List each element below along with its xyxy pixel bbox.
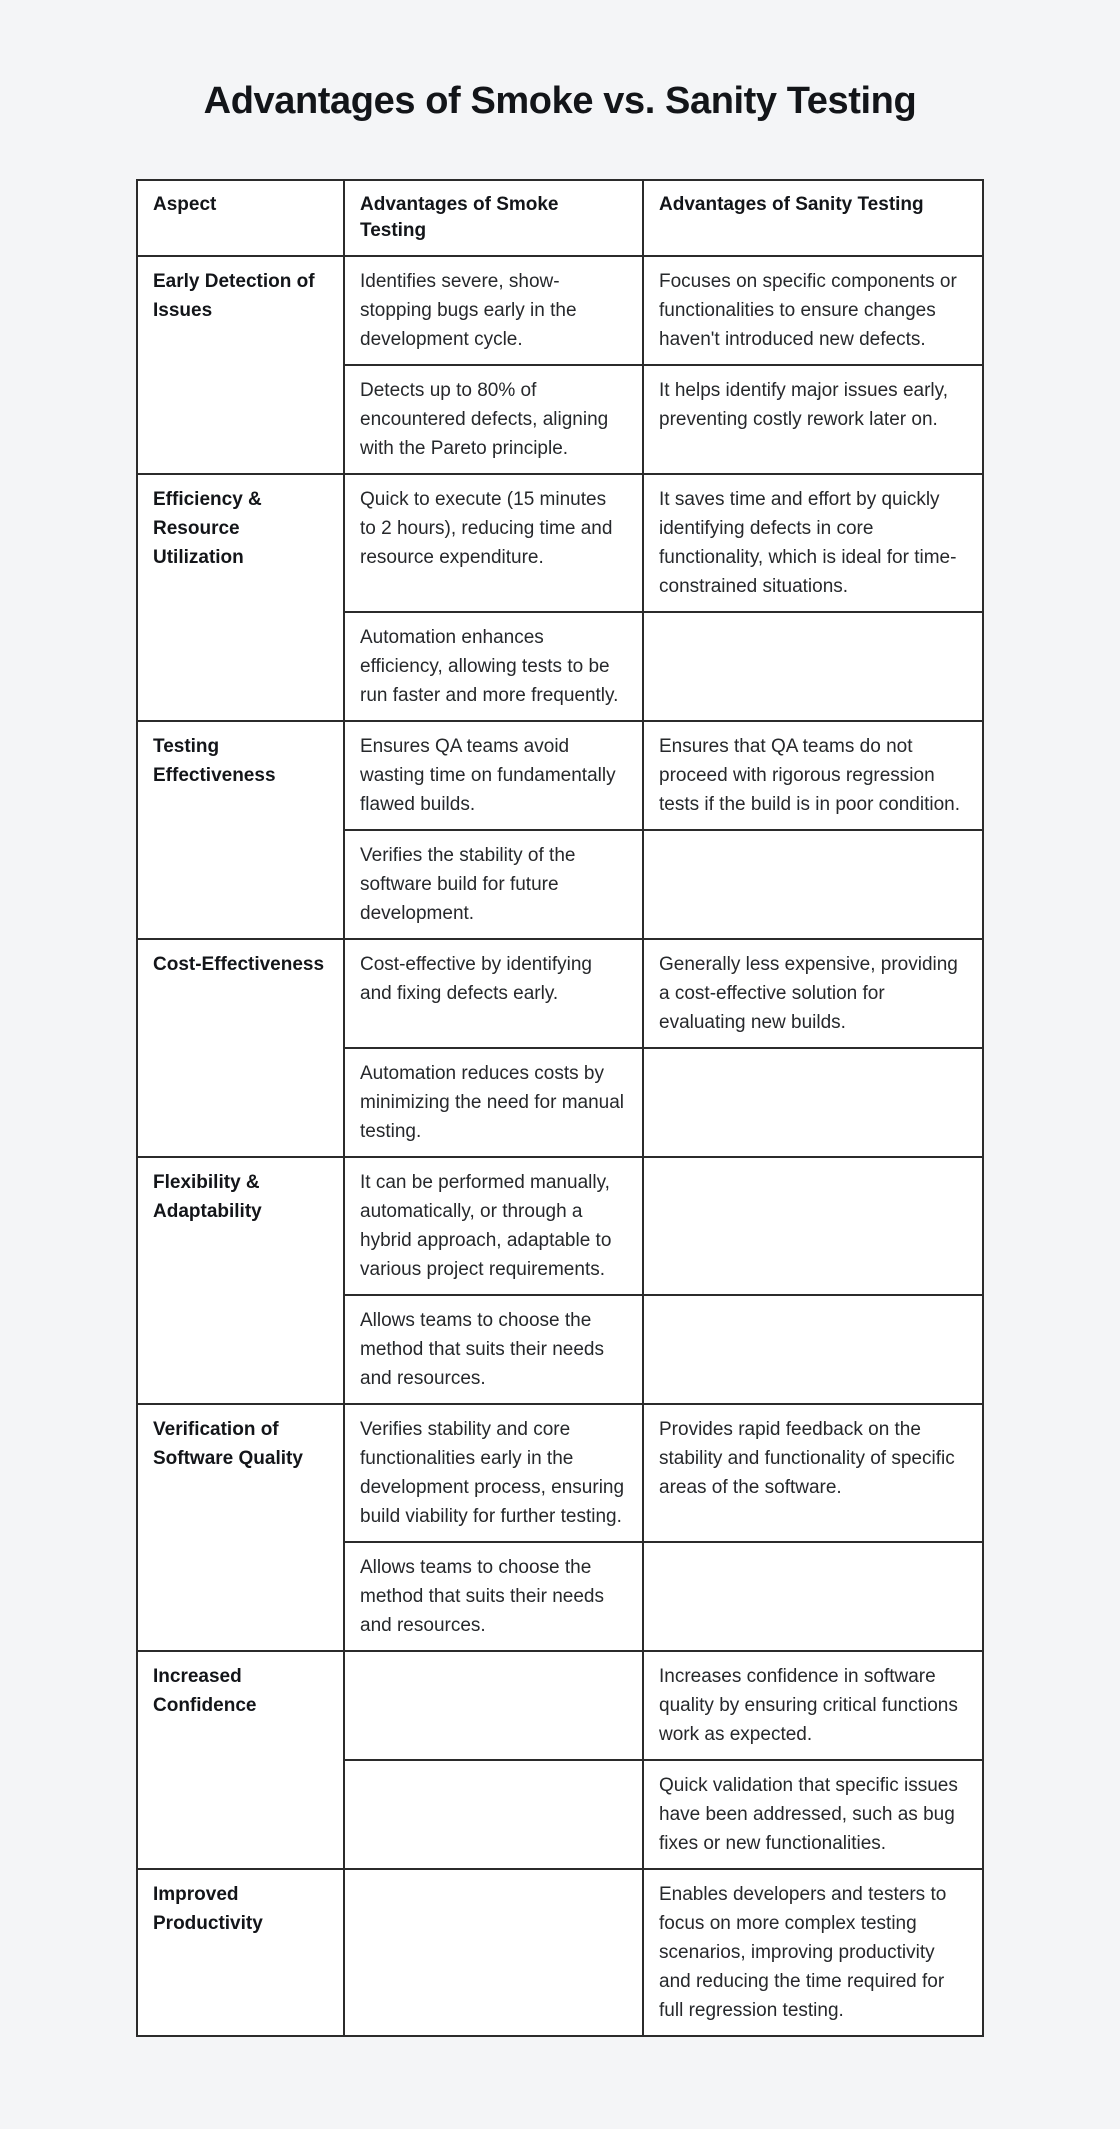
sanity-cell <box>643 1295 983 1404</box>
aspect-cell-testing-effectiveness: Testing Effectiveness <box>137 721 344 939</box>
smoke-cell <box>344 1760 643 1869</box>
smoke-cell: Automation enhances efficiency, allowing tests to be run faster and more frequently. <box>344 612 643 721</box>
sanity-cell <box>643 1542 983 1651</box>
table-row <box>137 1651 983 1760</box>
smoke-cell: Allows teams to choose the method that suits their needs and resources. <box>344 1295 643 1404</box>
table-row <box>137 474 983 612</box>
smoke-cell <box>344 1869 643 2036</box>
aspect-cell-cost-effectiveness: Cost-Effectiveness <box>137 939 344 1157</box>
sanity-cell: Provides rapid feedback on the stability and functionality of specific areas of the software. <box>643 1404 983 1542</box>
sanity-cell: Enables developers and testers to focus on more complex testing scenarios, improving productivity and reducing the time required for full regression testing. <box>643 1869 983 2036</box>
sanity-cell <box>643 1048 983 1157</box>
sanity-cell: It helps identify major issues early, preventing costly rework later on. <box>643 365 983 474</box>
aspect-cell-improved-productivity: Improved Productivity <box>137 1869 344 2036</box>
column-header-aspect: Aspect <box>137 180 344 256</box>
table-row <box>137 1157 983 1295</box>
sanity-cell: Increases confidence in software quality by ensuring critical functions work as expected. <box>643 1651 983 1760</box>
aspect-cell-flexibility: Flexibility & Adaptability <box>137 1157 344 1404</box>
aspect-cell-efficiency: Efficiency & Resource Utilization <box>137 474 344 721</box>
table-row <box>137 1404 983 1542</box>
table-row <box>137 721 983 830</box>
sanity-cell: Generally less expensive, providing a cost-effective solution for evaluating new builds. <box>643 939 983 1048</box>
smoke-cell: Verifies stability and core functionalities early in the development process, ensuring build viability for further testing. <box>344 1404 643 1542</box>
smoke-cell: Verifies the stability of the software build for future development. <box>344 830 643 939</box>
smoke-cell <box>344 1651 643 1760</box>
aspect-cell-verification: Verification of Software Quality <box>137 1404 344 1651</box>
sanity-cell: It saves time and effort by quickly identifying defects in core functionality, which is ideal for time-constrained situations. <box>643 474 983 612</box>
sanity-cell <box>643 1157 983 1295</box>
sanity-cell: Quick validation that specific issues have been addressed, such as bug fixes or new functionalities. <box>643 1760 983 1869</box>
sanity-cell: Ensures that QA teams do not proceed with rigorous regression tests if the build is in poor condition. <box>643 721 983 830</box>
aspect-cell-early-detection: Early Detection of Issues <box>137 256 344 474</box>
table-row <box>137 1869 983 2036</box>
sanity-cell: Focuses on specific components or functionalities to ensure changes haven't introduced new defects. <box>643 256 983 365</box>
smoke-cell: Cost-effective by identifying and fixing defects early. <box>344 939 643 1048</box>
smoke-cell: Ensures QA teams avoid wasting time on fundamentally flawed builds. <box>344 721 643 830</box>
table-row <box>137 256 983 365</box>
column-header-smoke: Advantages of Smoke Testing <box>344 180 643 256</box>
smoke-cell: Detects up to 80% of encountered defects, aligning with the Pareto principle. <box>344 365 643 474</box>
smoke-cell: Allows teams to choose the method that suits their needs and resources. <box>344 1542 643 1651</box>
header-row <box>137 180 983 256</box>
sanity-cell <box>643 612 983 721</box>
column-header-sanity: Advantages of Sanity Testing <box>643 180 983 256</box>
sanity-cell <box>643 830 983 939</box>
page-title: Advantages of Smoke vs. Sanity Testing <box>203 80 917 122</box>
comparison-table <box>136 179 984 2037</box>
table-row <box>137 939 983 1048</box>
smoke-cell: It can be performed manually, automatically, or through a hybrid approach, adaptable to various project requirements. <box>344 1157 643 1295</box>
smoke-cell: Identifies severe, show-stopping bugs early in the development cycle. <box>344 256 643 365</box>
smoke-cell: Quick to execute (15 minutes to 2 hours), reducing time and resource expenditure. <box>344 474 643 612</box>
aspect-cell-increased-confidence: Increased Confidence <box>137 1651 344 1869</box>
smoke-cell: Automation reduces costs by minimizing the need for manual testing. <box>344 1048 643 1157</box>
